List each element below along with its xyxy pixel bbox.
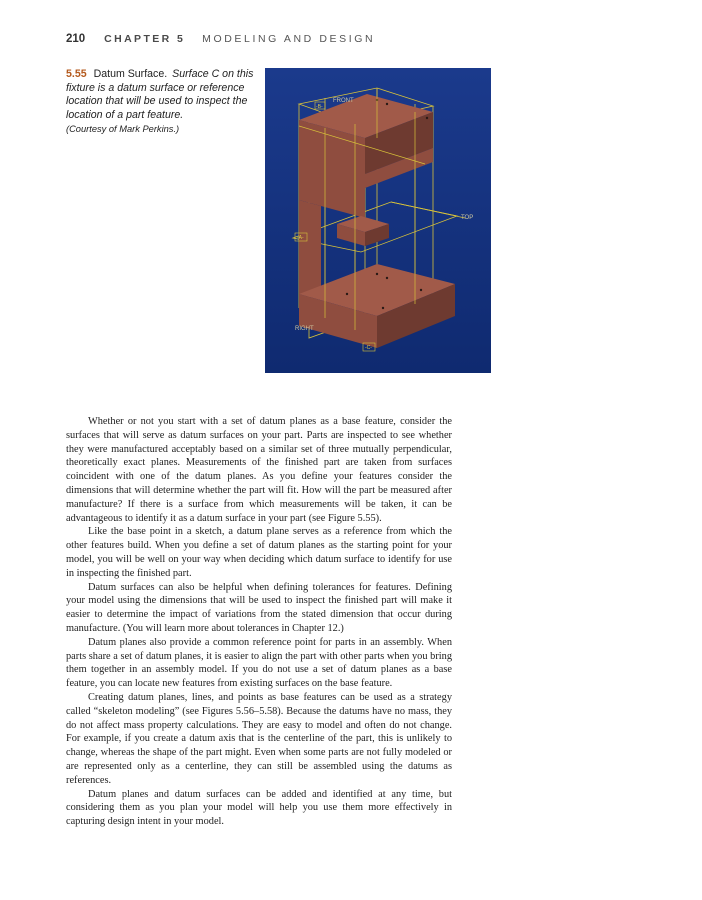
hole bbox=[376, 273, 378, 275]
page-number: 210 bbox=[66, 33, 86, 45]
figure-number: 5.55 bbox=[66, 68, 87, 80]
datum-c-label: -C- bbox=[365, 345, 372, 351]
body-paragraph: Datum surfaces can also be helpful when defining tolerances for features. Defining your model using the dimensions that will be used to inspect the finished part will make it easier to determine the impact of variations from the stated dimension that occur during manufacture. (You will learn more about tolerances in Chapter 12.) bbox=[66, 581, 452, 634]
hole bbox=[426, 117, 428, 119]
running-head bbox=[66, 33, 666, 49]
figure-title: Datum Surface. bbox=[93, 68, 168, 80]
chapter-title: MODELING AND DESIGN bbox=[202, 33, 376, 45]
top-plane-label: TOP bbox=[461, 215, 474, 221]
figure-caption bbox=[66, 68, 258, 137]
figure-credit: (Courtesy of Mark Perkins.) bbox=[66, 124, 180, 135]
hole bbox=[346, 293, 348, 295]
body-paragraph: Datum planes and datum surfaces can be added and identified at any time, but considering them as you plan your model will help you use them more effectively in capturing design intent in your model. bbox=[66, 788, 452, 828]
right-plane-label: RIGHT bbox=[295, 326, 314, 332]
body-text bbox=[66, 415, 452, 829]
front-plane-label: FRONT bbox=[333, 98, 354, 104]
figure-description: Surface C on this fixture is a datum surface or reference location that will be used to inspect the location of a part feature. bbox=[66, 68, 254, 121]
body-paragraph: Creating datum planes, lines, and points as base features can be used as a strategy called “skeleton modeling” (see Figures 5.56–5.58). Because the datums have no mass, they do not affect mass property calculations. They are easy to model and often do not change. For example, if you create a datum axis that is the centerline of the part, this is unlikely to change, whereas the shape of the part might. Even when some parts are not fully modeled or are represented only as a centerline, they can still be assembled using the datums as references. bbox=[66, 691, 452, 786]
body-paragraph: Whether or not you start with a set of datum planes as a base feature, consider the surfaces that will serve as datum surfaces on your part. Parts are inspected to see whether they were manufactured acceptably based on a similar set of three mutually perpendicular, theoretically exact planes. Measurements of the finished part are taken from surfaces coincident with one of the datum planes. As you define your features consider the dimensions that will determine whether the part will fit. How will the part be measured after manufacture? If there is a surface from which measurements will be taken, it can be advantageous to identify it as a datum surface in your part (see Figure 5.55). bbox=[66, 416, 452, 524]
chapter-label: CHAPTER 5 bbox=[104, 33, 186, 45]
body-paragraph: Like the base point in a sketch, a datum plane serves as a reference from which the other features build. When you define a set of datum planes as the starting point for your model, you will be well on your way when deciding which datum surface to identify for use in inspecting the finished part. bbox=[66, 526, 452, 579]
hole bbox=[386, 103, 388, 105]
datum-b-label: -B- bbox=[316, 104, 323, 110]
datum-a-label: -A- bbox=[297, 235, 304, 241]
figure-5-55-datum-fixture bbox=[265, 68, 491, 373]
fixture-render bbox=[265, 68, 491, 373]
hole bbox=[386, 277, 388, 279]
hole bbox=[420, 289, 422, 291]
body-paragraph: Datum planes also provide a common reference point for parts in an assembly. When parts share a set of datum planes, it is easier to align the part with other parts when you bring them together in an assembly model. If you do not use a set of datum planes as a base feature, you can locate new features from existing surfaces on the base feature. bbox=[66, 636, 452, 690]
hole bbox=[382, 307, 384, 309]
back-column bbox=[299, 200, 321, 300]
